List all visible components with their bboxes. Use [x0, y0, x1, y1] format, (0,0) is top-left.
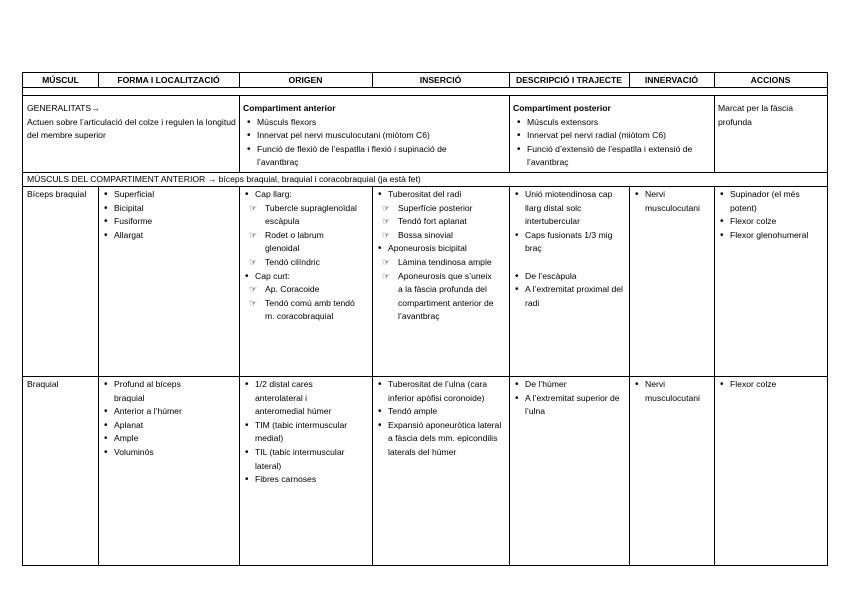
spacer	[513, 256, 626, 270]
list-item: • Flexor colze	[718, 378, 824, 392]
list-item: • Aplanat	[102, 419, 236, 433]
biceps-descripcio	[509, 187, 629, 310]
list-item: ☞ Rodet o labrum glenoidal	[243, 229, 369, 256]
biceps-accions	[714, 187, 827, 242]
list-item: • Bicipital	[102, 202, 236, 216]
list-item: ☞ Aponeurosis que s’uneix a la fàscia profunda del compartiment anterior de l’avantbraç	[376, 270, 506, 324]
compartiment-posterior-cell	[509, 101, 714, 170]
list-item: • Cap curt:	[243, 270, 369, 284]
biceps-insercio	[372, 187, 509, 324]
section-heading: MÚSCULS DEL COMPARTIMENT ANTERIOR → bíceps braquial, braquial i coracobraquial (ja està fet)	[27, 174, 421, 184]
list-item: • Allargat	[102, 229, 236, 243]
rule	[629, 186, 630, 565]
rule	[23, 87, 827, 88]
list-item: • Supinador (el més potent)	[718, 188, 824, 215]
header-muscul: MÚSCUL	[42, 75, 79, 85]
header-innervacio: INNERVACIÓ	[644, 75, 699, 85]
list-item: • TIM (tabic intermuscular medial)	[243, 419, 369, 446]
biceps-name: Bíceps braquial	[27, 189, 87, 199]
list-item: ☞ Làmina tendinosa ample	[376, 256, 506, 270]
rule	[239, 73, 240, 87]
rule	[98, 73, 99, 87]
list-item: • Innervat pel nervi musculocutani (miòtom C6)	[245, 129, 506, 143]
list-item: • Flexor colze	[718, 215, 824, 229]
list-item: ☞ Bossa sinovial	[376, 229, 506, 243]
list-item: ☞ Ap. Coracoide	[243, 283, 369, 297]
compartiment-anterior-title: Compartiment anterior	[243, 103, 336, 113]
braquial-forma	[98, 377, 239, 460]
braquial-origen	[239, 377, 372, 487]
list-item: • Superficial	[102, 188, 236, 202]
list-item: ☞ Tendó cilíndric	[243, 256, 369, 270]
list-item: • Fusiforme	[102, 215, 236, 229]
biceps-forma	[98, 187, 239, 242]
generalitats-text: Actuen sobre l’articulació del colze i regulen la longitud del membre superior	[27, 116, 236, 141]
list-item: • Tuberositat del radi	[376, 188, 506, 202]
list-item: • Anterior a l’húmer	[102, 405, 236, 419]
list-item: • Funció de flexió de l’espatlla i flexió i supinació de l’avantbraç	[245, 143, 506, 170]
list-item: • Innervat pel nervi radial (miòtom C6)	[515, 129, 719, 143]
generalitats-title: GENERALITATS→	[27, 103, 100, 113]
list-item: • Funció d’extensió de l’espatlla i extensió de l’avantbraç	[515, 143, 711, 170]
list-item: • A l’extremitat superior de l’ulna	[513, 392, 626, 419]
list-item: • Expansió aponeuròtica lateral a fàscia dels mm. epicondilis laterals del húmer	[376, 419, 506, 460]
rule	[372, 73, 373, 87]
header-accions: ACCIONS	[750, 75, 791, 85]
list-item: • Músculs flexors	[245, 116, 506, 130]
list-item: • Tuberositat de l’ulna (cara inferior apòfisi coronoide)	[376, 378, 506, 405]
list-item: • Profund al bíceps braquial	[102, 378, 236, 405]
list-item: • Nervi musculocutani	[633, 378, 711, 405]
header-descripcio: DESCRIPCIÓ I TRAJECTE	[515, 75, 622, 85]
list-item: • TIL (tabic intermuscular lateral)	[243, 446, 369, 473]
rule	[98, 186, 99, 565]
braquial-innervacio	[629, 377, 714, 405]
braquial-descripcio	[509, 377, 629, 419]
list-item: • De l’húmer	[513, 378, 626, 392]
list-item: • Cap llarg:	[243, 188, 369, 202]
list-item: • Tendó ample	[376, 405, 506, 419]
biceps-origen	[239, 187, 372, 324]
list-item: • Ample	[102, 432, 236, 446]
header-origen: ORIGEN	[288, 75, 323, 85]
list-item: • De l’escàpula	[513, 270, 626, 284]
list-item: • Aponeurosis bicipital	[376, 242, 506, 256]
list-item: ☞ Superfície posterior	[376, 202, 506, 216]
braquial-insercio	[372, 377, 509, 460]
biceps-innervacio	[629, 187, 714, 215]
list-item: • Unió miotendinosa cap llarg distal solc intertubercular	[513, 188, 626, 229]
rule	[23, 95, 827, 96]
list-item: • A l’extremitat proximal del radi	[513, 283, 626, 310]
list-item: • Flexor glenohumeral	[718, 229, 824, 243]
generalitats-cell	[23, 101, 239, 143]
list-item: ☞ Tubercle supraglenoïdal escàpula	[243, 202, 369, 229]
fascia-cell: Marcat per la fàscia profunda	[718, 103, 793, 127]
list-item: ☞ Tendó fort aplanat	[376, 215, 506, 229]
list-item: • Caps fusionats 1/3 mig braç	[513, 229, 626, 256]
list-item: • Nervi musculocutani	[633, 188, 711, 215]
header-insercio: INSERCIÓ	[419, 75, 462, 85]
list-item: • Voluminós	[102, 446, 236, 460]
list-item: ☞ Tendó comú amb tendó m. coracobraquial	[243, 297, 369, 324]
compartiment-posterior-title: Compartiment posterior	[513, 103, 611, 113]
rule	[714, 186, 715, 565]
muscle-table	[22, 72, 828, 566]
braquial-name: Braquial	[27, 379, 59, 389]
rule	[714, 73, 715, 87]
list-item: • Músculs extensors	[515, 116, 711, 130]
rule	[509, 73, 510, 87]
rule	[629, 73, 630, 87]
list-item: • Fibres carnoses	[243, 473, 369, 487]
header-forma: FORMA I LOCALITZACIÓ	[117, 75, 220, 85]
list-item: • 1/2 distal cares anterolateral i anteromedial húmer	[243, 378, 369, 419]
braquial-accions	[714, 377, 827, 392]
compartiment-anterior-cell	[239, 101, 509, 170]
